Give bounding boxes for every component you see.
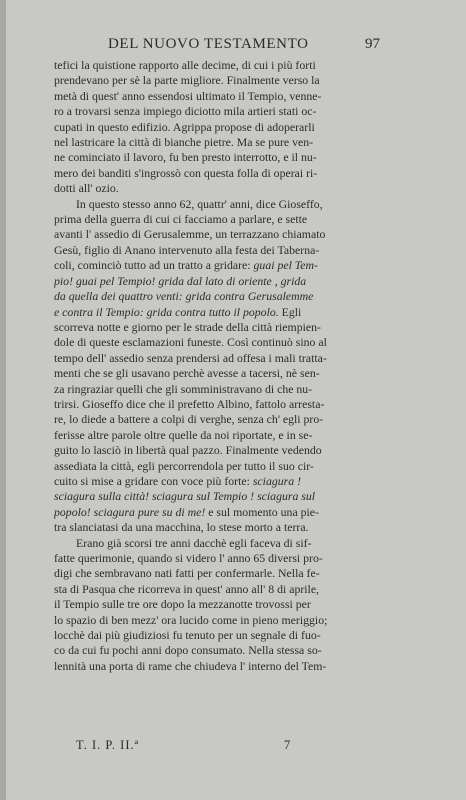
text-line: ne cominciato il lavoro, fu ben presto interrotto, e il nu- [54,150,317,165]
text-line: lo spazio di ben mezz' ora lucido come in pieno meriggio; [54,612,328,627]
text-line: tempo dell' assedio senza prendersi ad offesa i mali tratta- [54,350,327,365]
text-line: co da cui fu pochi anni dopo consumato. Nella stessa so- [54,643,322,658]
text-line: za ringraziar quelli che gli somministravano di che nu- [54,381,313,396]
text-line: In questo stesso anno 62, quattr' anni, dice Gioseffo, [76,196,323,211]
text-line [54,505,380,520]
text-line: avanti l' assedio di Gerusalemme, un terrazzano chiamato [54,227,326,242]
printer-signature: T. I. P. II.ª [76,738,140,752]
text-segment: Egli [278,304,302,319]
text-line: prendevano per sè la parte migliore. Finalmente verso la [54,73,320,88]
text-line [54,489,380,504]
text-line: cupati in questo edifizio. Agrippa propose di adoperarli [54,119,315,134]
text-line [54,289,380,304]
text-line: scorreva notte e giorno per le strade della città riempien- [54,319,321,334]
running-head: DEL NUOVO TESTAMENTO [108,36,309,52]
text-line: nel lastricare la città di bianche pietre. Ma se pure ven- [54,135,314,150]
text-line [54,274,380,289]
text-line: menti che se gli usavano perchè avesse a tacersi, nè sen- [54,366,320,381]
text-segment: e sul momento una pie- [205,504,319,519]
sheet-number: 7 [284,738,291,752]
text-line: re, lo diede a battere a colpi di verghe, senza ch' egli pro- [54,412,324,427]
italic-segment: guai pel Tem- [253,258,318,273]
text-line [54,258,380,273]
italic-segment: pio! guai pel Tempio! grida dal lato di oriente , grida [54,273,307,288]
text-line: dotti all' ozio. [54,181,119,196]
text-line: tefici la quistione rapporto alle decime, di cui i più forti [54,58,316,72]
text-line: tra slanciatasi da una macchina, lo stese morto a terra. [54,520,309,535]
text-line: prima della guerra di cui ci facciamo a parlare, e sette [54,212,308,227]
page-number: 97 [365,36,380,52]
text-line: trirsi. Gioseffo dice che il prefetto Albino, fattolo arresta- [54,396,325,411]
page-footer [54,738,380,758]
italic-segment: e contra il Tempio: grida contra tutto il popolo. [54,304,279,319]
text-line [54,305,380,320]
text-segment: coli, cominciò tutto ad un tratto a gridare: [54,258,254,273]
text-line: assediata la città, egli percorrendola per tutto il suo cir- [54,458,314,473]
text-segment: cuito si mise a gridare con voce più forte: [54,473,253,488]
italic-segment: popolo! sciagura pure su di me! [54,504,206,519]
text-line: ro a trovarsi senza impiego diciotto mila artieri stati oc- [54,104,317,119]
italic-segment: da quella dei quattro venti: grida contra Gerusalemme [54,289,314,304]
text-line: digi che sembravano nati fatti per confermarle. Nella fe- [54,566,320,581]
italic-segment: sciagura ! [252,473,302,488]
text-line: fatte querimonie, quando si videro l' anno 65 diversi pro- [54,551,323,565]
text-line: lennità una porta di rame che chiudeva l' interno del Tem- [54,658,327,673]
text-line [54,474,380,489]
text-line: sta di Pasqua che ricorreva in quest' anno all' 8 di aprile, [54,581,320,596]
text-line: ferisse altre parole oltre quelle da noi riportate, e in se- [54,427,313,442]
text-line: mero dei banditi s'ingrossò con questa folla di operai ri- [54,165,318,180]
text-line: Gesù, figlio di Anano intervenuto alla festa dei Taberna- [54,242,320,257]
body-text [54,58,380,674]
text-line: il Tempio sulle tre ore dopo la mezzanotte trovossi per [54,597,311,612]
page-header [54,36,380,56]
text-line: guito lo lasciò in libertà qual pazzo. Finalmente vedendo [54,443,322,458]
text-line: metà di quest' anno essendosi ultimato il Tempio, venne- [54,88,322,103]
italic-segment: sciagura sulla città! sciagura sul Tempio ! sciagura sul [54,489,316,504]
text-line: dole di queste esclamazioni funeste. Così continuò sino al [54,335,327,350]
text-line: locchè dai più giudiziosi fu tenuto per un segnale di fuo- [54,628,321,643]
text-line: Erano già scorsi tre anni dacchè egli faceva di sif- [76,535,312,550]
